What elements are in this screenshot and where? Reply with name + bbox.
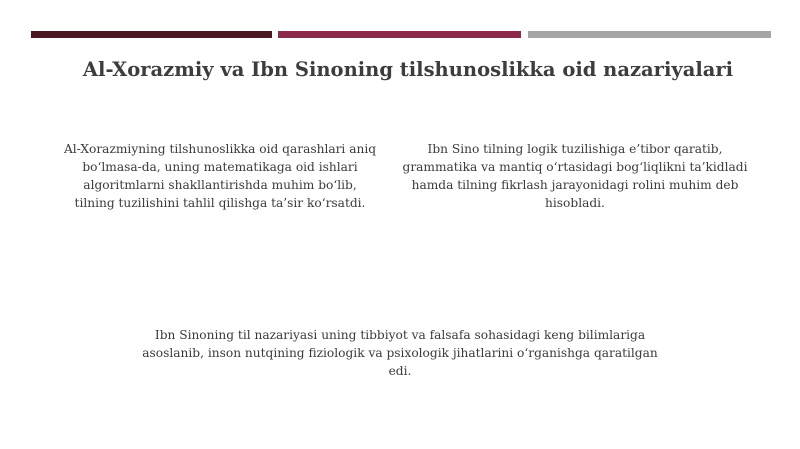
paragraph-ibn-sino-theory: Ibn Sinoning til nazariyasi uning tibbiyot va falsafa sohasidagi keng bilimlariga asoslanib, inson nutqining fiziologik va psixologik jihatlarini o‘rganishga qaratilgan edi.	[142, 328, 658, 378]
paragraph-ibn-sino-logic: Ibn Sino tilning logik tuzilishiga e’tibor qaratib, grammatika va mantiq o‘rtasidagi bog‘liqlikni ta’kidladi hamda tilning fikrlash jarayonidagi rolini muhim deb hisobladi.	[402, 142, 748, 210]
paragraph-al-xorazmiy: Al-Xorazmiyning tilshunoslikka oid qarashlari aniq bo‘lmasa-da, uning matematikaga oid ishlari algoritmlarni shakllantirishda muhim bo‘lib, tilning tuzilishini tahlil qilishga ta’sir ko‘rsatdi.	[63, 142, 377, 210]
slide-title: Al-Xorazmiy va Ibn Sinoning tilshunoslikka oid nazariyalari	[82, 58, 734, 81]
accent-bar-magenta	[278, 31, 521, 38]
accent-bar-dark-red	[31, 31, 272, 38]
accent-bar-gray	[528, 31, 771, 38]
